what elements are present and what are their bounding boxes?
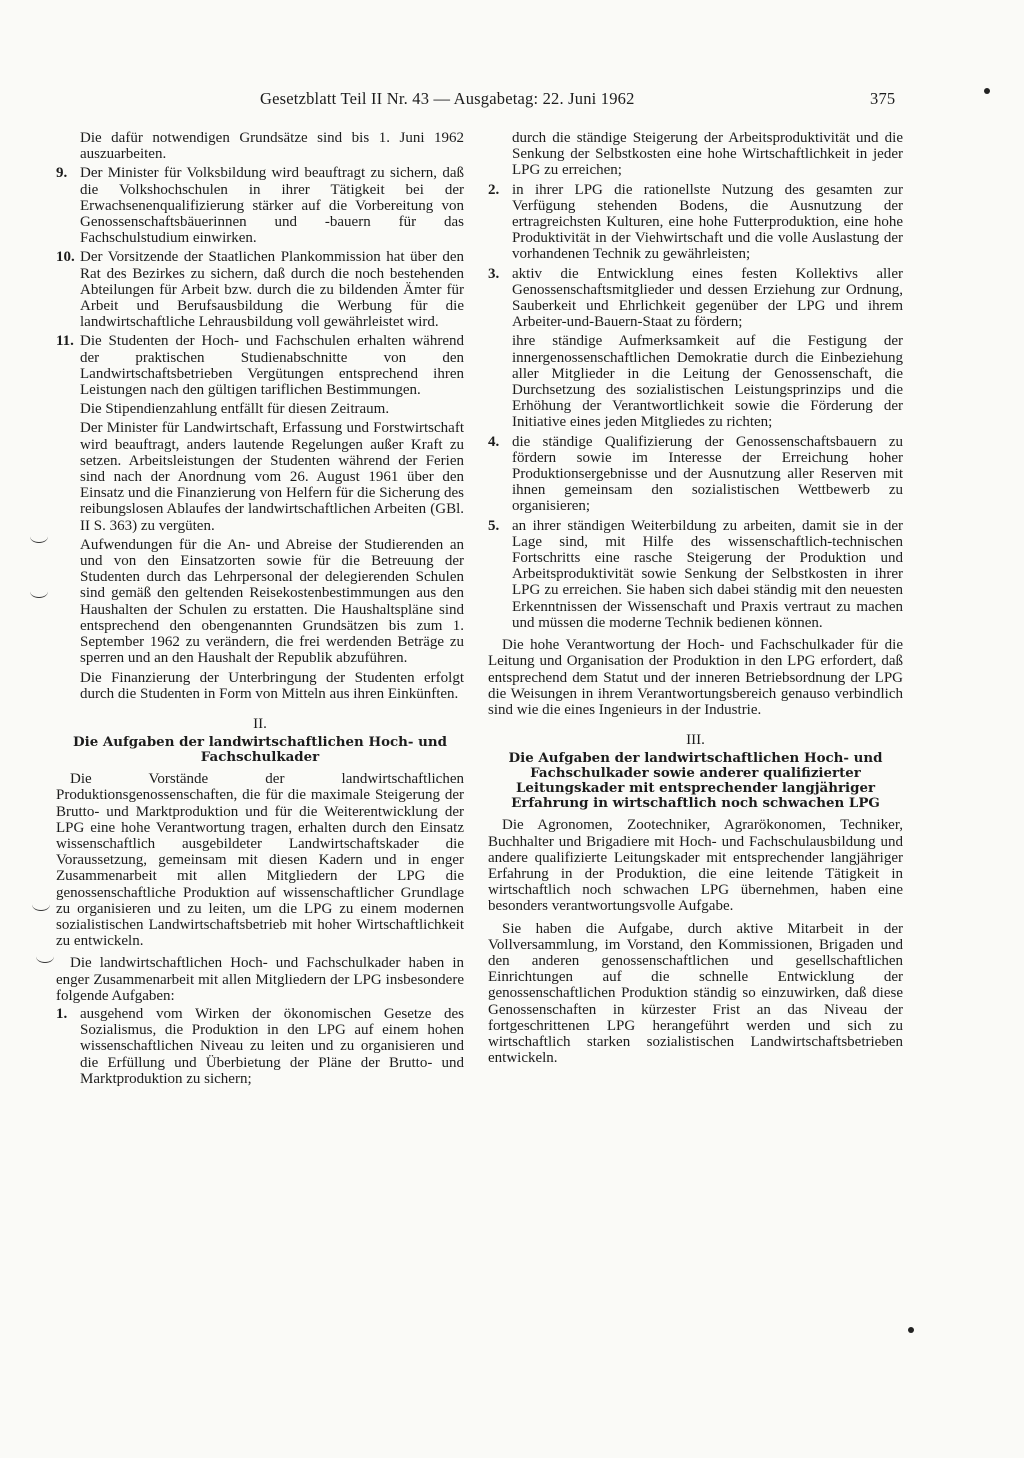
item-11 <box>56 333 464 398</box>
item-text: ausgehend vom Wirken der ökonomischen Gesetze des Sozialismus, die Produktion in den LPG auf einem hohen wissenschaftlichen Niveau zu leiten und zu organisieren und die Erfüllung und Überbietung der Pläne der Brutto- und Marktproduktion zu sichern; <box>80 1005 464 1087</box>
task-2 <box>488 182 903 263</box>
item-number: 3. <box>488 265 500 282</box>
item-text: Die Studenten der Hoch- und Fachschulen erhalten während der praktischen Studienabschnitte von den Landwirtschaftsbetrieben Vergütungen entsprechend ihren Leistungen nach den gültigen tariflichen Bestimmungen. <box>80 333 464 399</box>
margin-mark <box>30 585 48 598</box>
task-1 <box>56 1006 464 1087</box>
item-number: 10. <box>56 249 75 266</box>
item-text: in ihrer LPG die rationellste Nutzung des gesamten zur Verfügung stehenden Bodens, die Ausnutzung der ertragreichsten Kulturen, eine hohe Futterproduktion, eine hohe Produktivität in der Viehwirtschaft und die volle Auslastung der vorhandenen Technik zu gewährleisten; <box>512 181 903 263</box>
task-4 <box>488 434 903 515</box>
item-number: 1. <box>56 1005 68 1022</box>
section-3-number: III. <box>686 732 705 749</box>
right-column <box>488 130 903 1068</box>
margin-mark <box>36 950 54 963</box>
responsibility-paragraph: Die hohe Verantwortung der Hoch- und Fachschulkader für die Leitung und Organisation der Produktion in den LPG erfordert, daß entsprechend dem Statut und der inneren Betriebsordnung der LPG die Weisungen in ihrem Verantwortungsbereich genauso verbindlich sind wie die eines Ingenieurs in der Industrie. <box>488 637 903 718</box>
section-2-paragraph-1: Die Vorstände der landwirtschaftlichen Produktionsgenossenschaften, die für die maximale Steigerung der Brutto- und Marktproduktion und für die Weiterentwicklung der LPG eine hohe Verantwortung tragen, erhalten durch den Einsatz wissenschaftlich ausgebildeter Landwirtschaftskader die Voraussetzung, gemeinsam mit diesen Kadern und in enger Zusammenarbeit mit allen Mitgliedern der LPG die genossenschaftliche Produktion auf wissenschaftlicher Grundlage zu organisieren und zu leiten, um die LPG zu einem modernen sozialistischen Landwirtschaftsbetrieb mit hoher Wirtschaftlichkeit zu entwickeln. <box>56 771 464 950</box>
item-11-sub-2: Der Minister für Landwirtschaft, Erfassung und Forstwirtschaft wird beauftragt, anders lautende Regelungen außer Kraft zu setzen. Arbeitsleistungen der Studenten während der Ferien sind nach der Anordnung vom 26. August 1961 über den Einsatz und die Finanzierung von Helfern für die Sicherung des reibungslosen Ablaufes der landwirtschaftlichen Arbeiten (GBl. II S. 363) zu vergüten. <box>80 420 464 534</box>
item-text: die ständige Qualifizierung der Genossenschaftsbauern zu fördern sowie im Interesse der Erreichung hoher Produktionsergebnisse und der Ausnutzung aller Reserven mit ihnen gemeinsam den sozialistischen Wettbewerb zu organisieren; <box>512 433 903 515</box>
section-3-paragraph-1: Die Agronomen, Zootechniker, Agrarökonomen, Techniker, Buchhalter und Brigadiere mit Hoch- und Fachschulausbildung und andere qualifizierte Leitungskader mit entsprechender langjähriger Erfahrung in der Produktion, die eine leitende Tätigkeit in wirtschaftlich noch schwachen LPG übernehmen, haben eine besonders verantwortungsvolle Aufgabe. <box>488 817 903 915</box>
task-3 <box>488 266 903 331</box>
page-number: 375 <box>870 89 896 108</box>
item-11-sub-3: Aufwendungen für die An- und Abreise der Studierenden an und von den Einsatzorten sowie für die Betreuung der Studenten durch das Lehrpersonal der delegierenden Schulen sind gemäß den geltenden Reisekostenbestimmungen aus den Haushalten der Schulen zu erstatten. Die Haushaltspläne sind entsprechend den obengenannten Grundsätzen bis zum 1. September 1962 zu verändern, die frei werdenden Beträge zu sperren und an den Haushalt der Republik abzuführen. <box>80 536 464 667</box>
item-number: 11. <box>56 333 74 350</box>
item-11-sub-4: Die Finanzierung der Unterbringung der Studenten erfolgt durch die Studenten in Form von Mitteln aus ihren Einkünften. <box>80 669 464 702</box>
margin-mark <box>32 898 50 911</box>
section-3-heading: Die Aufgaben der landwirtschaftlichen Hoch- und Fachschulkader sowie anderer qualifizierter Leitungskader mit entsprechender langjähriger Erfahrung in wirtschaftlich noch schwachen LPG <box>508 750 883 812</box>
section-2-heading: Die Aufgaben der landwirtschaftlichen Hoch- und Fachschulkader <box>73 734 447 766</box>
ink-dot <box>984 88 990 94</box>
item-number: 4. <box>488 433 500 450</box>
intro-paragraph: Die dafür notwendigen Grundsätze sind bis 1. Juni 1962 auszuarbeiten. <box>80 130 464 163</box>
item-text: an ihrer ständigen Weiterbildung zu arbeiten, damit sie in der Lage sind, mit Hilfe des wissenschaftlich-technischen Fortschritts eine rasche Steigerung der Produktion und Arbeitsproduktivität sowie Senkung der Selbstkosten in ihrer LPG zu erreichen. Sie haben sich dabei ständig mit den neuesten Erkenntnissen der Wissenschaft und Praxis vertraut zu machen und müssen die moderne Technik bedienen können. <box>512 517 903 631</box>
section-2-number: II. <box>253 715 267 732</box>
item-text: Der Minister für Volksbildung wird beauftragt zu sichern, daß die Volkshochschulen in ihrer Tätigkeit bei der Erwachsenenqualifizierung stärker auf die Vorbereitung von Genossenschaftsbäuerinnen und -bauern für das Fachschulstudium einwirken. <box>80 165 464 247</box>
section-2-paragraph-2: Die landwirtschaftlichen Hoch- und Fachschulkader haben in enger Zusammenarbeit mit allen Mitgliedern der LPG insbesondere folgende Aufgaben: <box>56 955 464 1004</box>
item-11-sub-1: Die Stipendienzahlung entfällt für diesen Zeitraum. <box>80 401 390 418</box>
item-number: 9. <box>56 165 68 182</box>
task-3-sub: ihre ständige Aufmerksamkeit auf die Festigung der innergenossenschaftlichen Demokratie durch die Einbeziehung aller Mitglieder in die Leitung der Genossenschaft, die Durchsetzung des sozialistischen Leistungsprinzips und die Erhöhung der Verantwortlichkeit sowie die Förderung der Initiative eines jeden Mitgliedes zu richten; <box>512 333 903 431</box>
task-1-continuation: durch die ständige Steigerung der Arbeitsproduktivität und die Senkung der Selbstkosten eine hohe Wirtschaftlichkeit in jeder LPG zu erreichen; <box>512 130 903 179</box>
item-text: Der Vorsitzende der Staatlichen Plankommission hat über den Rat des Bezirkes zu sichern, daß durch die noch bestehenden Abteilungen für Arbeit bzw. durch die zu bildenden Ämter für Arbeit und Berufsausbildung die Werbung für die landwirtschaftliche Lehrausbildung voll gewährleistet wird. <box>80 249 464 331</box>
left-column <box>56 130 464 1090</box>
item-text: aktiv die Entwicklung eines festen Kollektivs aller Genossenschaftsmitglieder und dessen Erziehung zur Ordnung, Sauberkeit und Ehrlichkeit gegenüber der LPG und ihrem Arbeiter-und-Bauern-Staat zu fördern; <box>512 265 903 331</box>
item-9 <box>56 165 464 246</box>
ink-dot <box>908 1327 914 1333</box>
item-10 <box>56 249 464 330</box>
section-3-paragraph-2: Sie haben die Aufgabe, durch aktive Mitarbeit in der Vollversammlung, im Vorstand, den Kommissionen, Brigaden und den anderen genossenschaftlichen und gesellschaftlichen Einrichtungen auf die schnelle Entwicklung der genossenschaftlichen Produktion ständig so einzuwirken, daß diese Genossenschaften in kürzester Frist an das Niveau der fortgeschrittenen LPG herangeführt werden und sich zu wirtschaftlich starken sozialistischen Landwirtschaftsbetrieben entwickeln. <box>488 920 903 1067</box>
page-header <box>250 89 910 111</box>
item-number: 5. <box>488 517 500 534</box>
gazette-title: Gesetzblatt Teil II Nr. 43 — Ausgabetag: 22. Juni 1962 <box>260 89 635 108</box>
task-5 <box>488 518 903 631</box>
item-number: 2. <box>488 181 500 198</box>
margin-mark <box>30 530 48 543</box>
